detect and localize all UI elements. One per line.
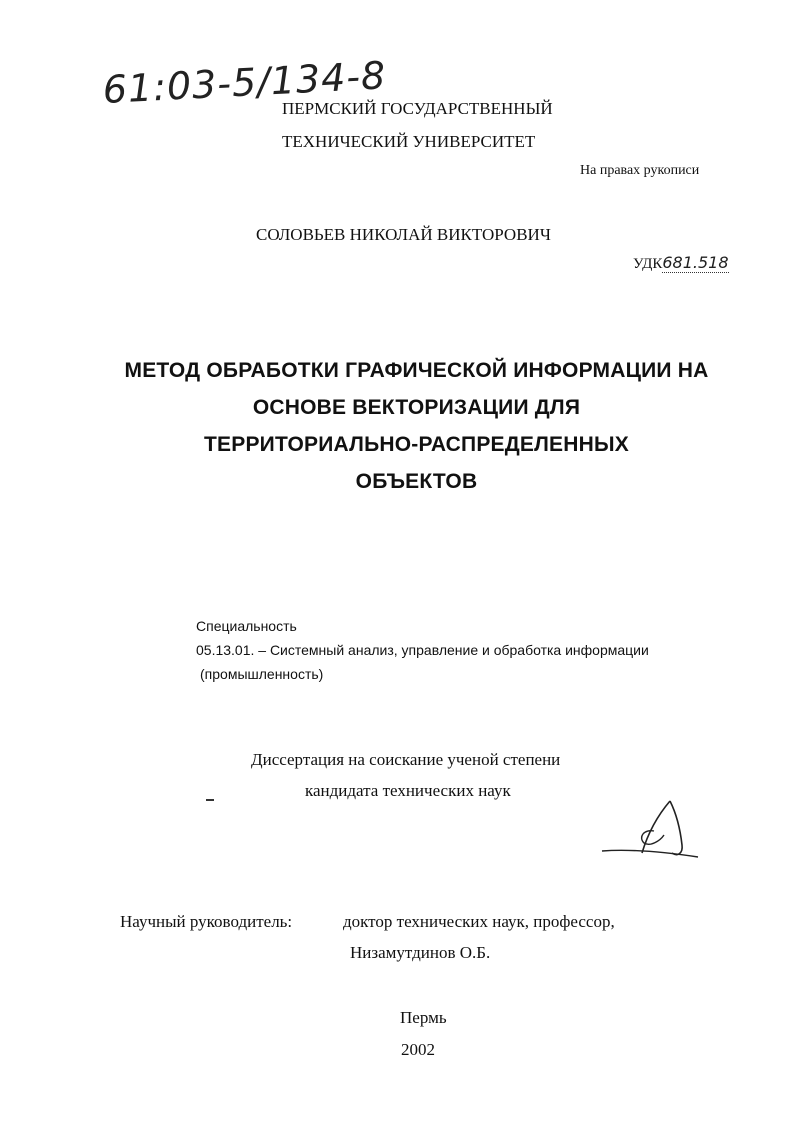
university-name-line2: ТЕХНИЧЕСКИЙ УНИВЕРСИТЕТ	[282, 132, 536, 151]
archive-stamp-handwritten: 61:03-5/134-8	[101, 53, 388, 112]
author-name: СОЛОВЬЕВ НИКОЛАЙ ВИКТОРОВИЧ	[256, 225, 551, 244]
specialty-code-line: 05.13.01. – Системный анализ, управление и обработка информации	[196, 642, 649, 658]
supervisor-name: Низамутдинов О.Б.	[350, 943, 491, 962]
udc-label: УДК	[633, 256, 663, 272]
degree-line1: Диссертация на соискание ученой степени	[251, 750, 561, 769]
udc-value-handwritten: 681.518	[662, 253, 729, 272]
degree-line2: кандидата технических наук	[305, 781, 511, 800]
specialty-label: Специальность	[196, 618, 297, 634]
specialty-qualifier: (промышленность)	[200, 666, 324, 682]
title-line: ОСНОВЕ ВЕКТОРИЗАЦИИ ДЛЯ	[252, 396, 581, 419]
city: Пермь	[400, 1008, 447, 1027]
supervisor-label: Научный руководитель:	[120, 912, 293, 931]
scan-mark	[206, 799, 214, 801]
year: 2002	[401, 1040, 435, 1059]
university-name-line1: ПЕРМСКИЙ ГОСУДАРСТВЕННЫЙ	[282, 99, 553, 118]
signature-icon	[598, 795, 703, 865]
rights-note: На правах рукописи	[580, 163, 700, 178]
supervisor-title: доктор технических наук, профессор,	[343, 912, 615, 931]
title-line: МЕТОД ОБРАБОТКИ ГРАФИЧЕСКОЙ ИНФОРМАЦИИ НА	[124, 359, 709, 382]
udc-code	[633, 253, 729, 273]
dissertation-title	[60, 352, 773, 500]
title-line: ОБЪЕКТОВ	[355, 470, 478, 493]
title-line: ТЕРРИТОРИАЛЬНО-РАСПРЕДЕЛЕННЫХ	[204, 433, 629, 456]
